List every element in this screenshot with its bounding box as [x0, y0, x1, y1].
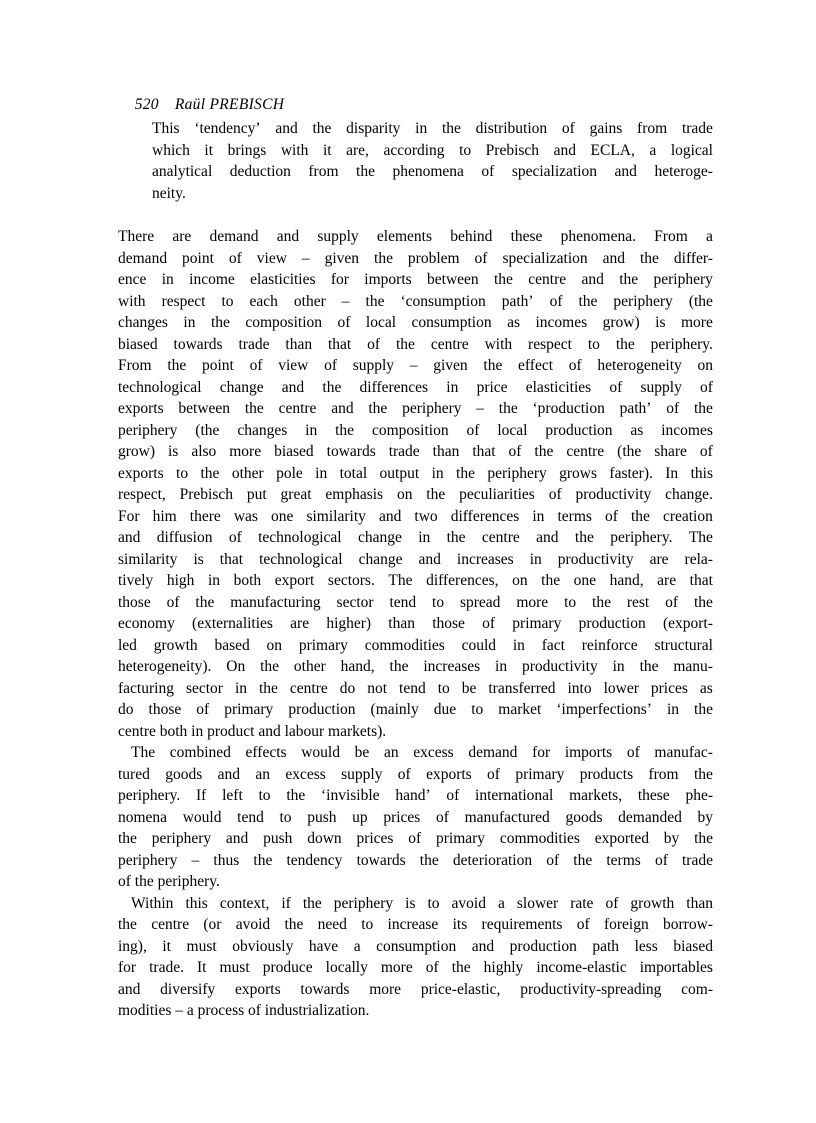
paragraph-line: exports to the other pole in total output in the periphery grows faster). In this	[118, 464, 713, 482]
paragraph-line: do those of primary production (mainly due to market ‘imperfections’ in the	[118, 701, 713, 718]
blockquote-line: which it brings with it are, according to Prebisch and ECLA, a logical	[152, 141, 713, 159]
paragraph-line: the centre (or avoid the need to increase its requirements of foreign borrow-	[118, 916, 713, 933]
paragraph-line: ing), it must obviously have a consumption and production path less biased	[118, 937, 713, 955]
paragraph-line: similarity is that technological change and increases in productivity are rela-	[118, 550, 713, 568]
text-block	[118, 118, 713, 1022]
paragraph-line: There are demand and supply elements behind these phenomena. From a	[118, 228, 713, 245]
blockquote-line: This ‘tendency’ and the disparity in the distribution of gains from trade	[152, 120, 713, 137]
para-within-this-context	[118, 893, 713, 1022]
spacer	[118, 204, 713, 226]
paragraph-line: The combined effects would be an excess demand for imports of manufac-	[131, 744, 713, 761]
paragraph-line: and diversify exports towards more price-elastic, productivity-spreading com-	[118, 980, 713, 998]
paragraph-line: demand point of view – given the problem of specialization and the differ-	[118, 249, 713, 267]
paragraph-line: biased towards trade than that of the centre with respect to the periphery.	[118, 335, 713, 353]
paragraph-line: exports between the centre and the periphery – the ‘production path’ of the	[118, 400, 713, 417]
paragraph-line: From the point of view of supply – given the effect of heterogeneity on	[118, 357, 713, 374]
paragraph-line: centre both in product and labour markets).	[118, 722, 387, 740]
body-paragraphs	[118, 226, 713, 1022]
paragraph-line: heterogeneity). On the other hand, the increases in productivity in the manu-	[118, 658, 713, 675]
paragraph-line: For him there was one similarity and two differences in terms of the creation	[118, 507, 713, 525]
paragraph-line: tured goods and an excess supply of exports of primary products from the	[118, 765, 713, 783]
paragraph-line: of the periphery.	[118, 873, 220, 890]
paragraph-line: led growth based on primary commodities could in fact reinforce structural	[118, 636, 713, 654]
paragraph-line: nomena would tend to push up prices of manufactured goods demanded by	[118, 808, 713, 826]
paragraph-line: modities – a process of industrialization.	[118, 1002, 370, 1019]
paragraph-line: for trade. It must produce locally more of the highly income-elastic importables	[118, 959, 713, 976]
paragraph-line: and diffusion of technological change in the centre and the periphery. The	[118, 529, 713, 546]
blockquote-line: analytical deduction from the phenomena of specialization and heteroge-	[152, 163, 713, 180]
paragraph-line: with respect to each other – the ‘consumption path’ of the periphery (the	[118, 292, 713, 310]
blockquote-line: neity.	[152, 184, 186, 202]
paragraph-line: respect, Prebisch put great emphasis on the peculiarities of productivity change.	[118, 486, 713, 503]
paragraph-line: periphery – thus the tendency towards the deterioration of the terms of trade	[118, 851, 713, 869]
paragraph-line: the periphery and push down prices of primary commodities exported by the	[118, 830, 713, 847]
paragraph-line: changes in the composition of local consumption as incomes grow) is more	[118, 314, 713, 331]
paragraph-line: Within this context, if the periphery is to avoid a slower rate of growth than	[131, 894, 713, 912]
running-head-author: Raül PREBISCH	[174, 96, 285, 113]
para-combined-effects	[118, 742, 713, 893]
page-folio-number: 520	[134, 96, 159, 113]
paragraph-line: technological change and the differences in price elasticities of supply of	[118, 378, 713, 396]
paragraph-line: tively high in both export sectors. The differences, on the one hand, are that	[118, 572, 713, 589]
blockquote	[152, 118, 713, 204]
paragraph-line: ence in income elasticities for imports between the centre and the periphery	[118, 271, 713, 288]
paragraph-line: periphery (the changes in the composition of local production as incomes	[118, 421, 713, 439]
paragraph-line: facturing sector in the centre do not tend to be transferred into lower prices as	[118, 679, 713, 697]
para-demand-supply	[118, 226, 713, 742]
paragraph-line: periphery. If left to the ‘invisible hand’ of international markets, these phe-	[118, 787, 713, 804]
paragraph-line: grow) is also more biased towards trade than that of the centre (the share of	[118, 443, 713, 460]
paragraph-line: those of the manufacturing sector tend to spread more to the rest of the	[118, 593, 713, 611]
paragraph-line: economy (externalities are higher) than those of primary production (export-	[118, 615, 713, 632]
